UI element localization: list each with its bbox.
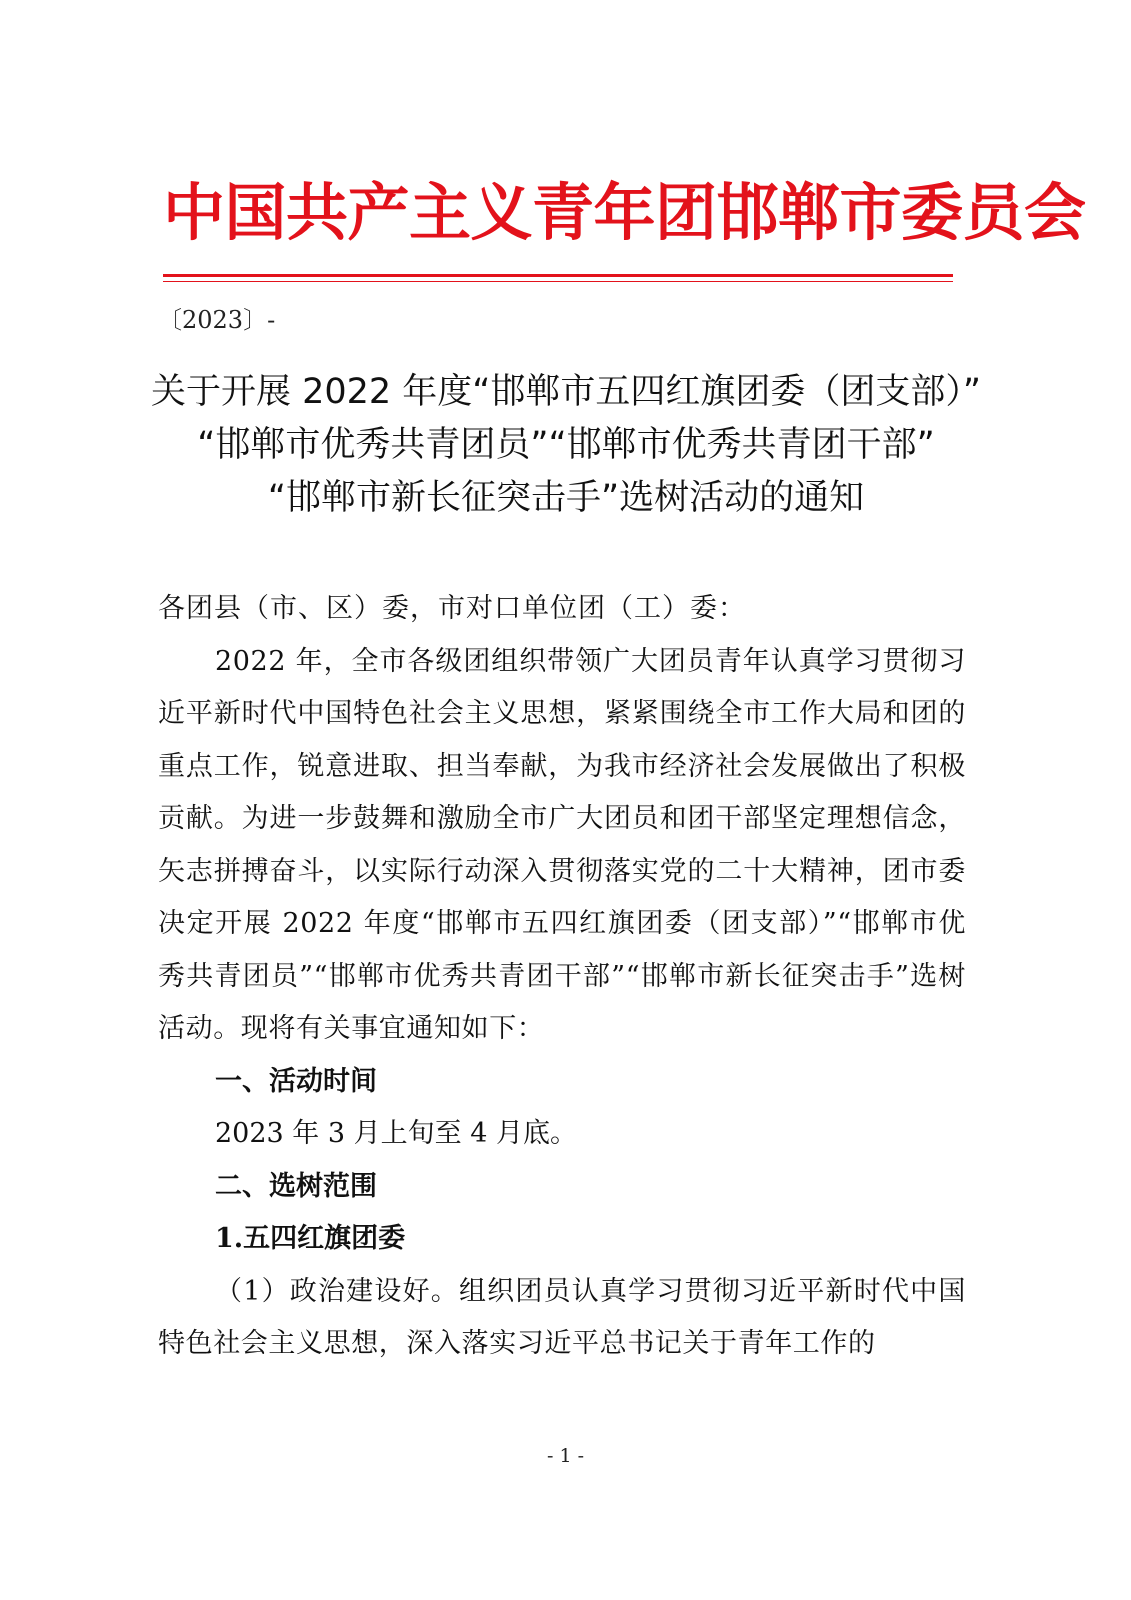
criteria-item-1: （1）政治建设好。组织团员认真学习贯彻习近平新时代中国特色社会主义思想，深入落实习近平总书记关于青年工作的 [158,1275,966,1359]
page-number: - 1 - [546,1445,584,1467]
section-heading-activity-time: 一、活动时间 [215,1065,377,1097]
document-title [130,366,1002,525]
intro-paragraph: 2022 年，全市各级团组织带领广大团员青年认真学习贯彻习近平新时代中国特色社会主义思想，紧紧围绕全市工作大局和团的重点工作，锐意进取、担当奉献，为我市经济社会发展做出了积极贡献。为进一步鼓舞和激励全市广大团员和团干部坚定理想信念，矢志拼搏奋斗，以实际行动深入贯彻落实党的二十大精神，团市委决定开展 2022 年度“邯郸市五四红旗团委（团支部）”“邯郸市优秀共青团员”“邯郸市优秀共青团干部”“邯郸市新长征突击手”选树活动。现将有关事宜通知如下： [158,645,966,1044]
subsection-heading-red-flag: 1.五四红旗团委 [215,1223,406,1254]
masthead-divider-thick [163,274,953,277]
masthead-divider-thin [163,281,953,282]
salutation: 各团县（市、区）委，市对口单位团（工）委： [158,593,746,624]
title-line-2: “邯郸市优秀共青团员”“邯郸市优秀共青团干部” [197,425,935,465]
organization-masthead: 中国共产主义青年团邯郸市委员会 [163,176,1086,249]
section-text-activity-time: 2023 年 3 月上旬至 4 月底。 [215,1118,577,1149]
document-number: 〔2023〕- [158,306,276,334]
title-line-1: 关于开展 2022 年度“邯郸市五四红旗团委（团支部）” [150,372,982,412]
section-heading-selection-scope: 二、选树范围 [215,1170,377,1202]
document-body [158,583,966,1371]
title-line-3: “邯郸市新长征突击手”选树活动的通知 [267,478,865,518]
